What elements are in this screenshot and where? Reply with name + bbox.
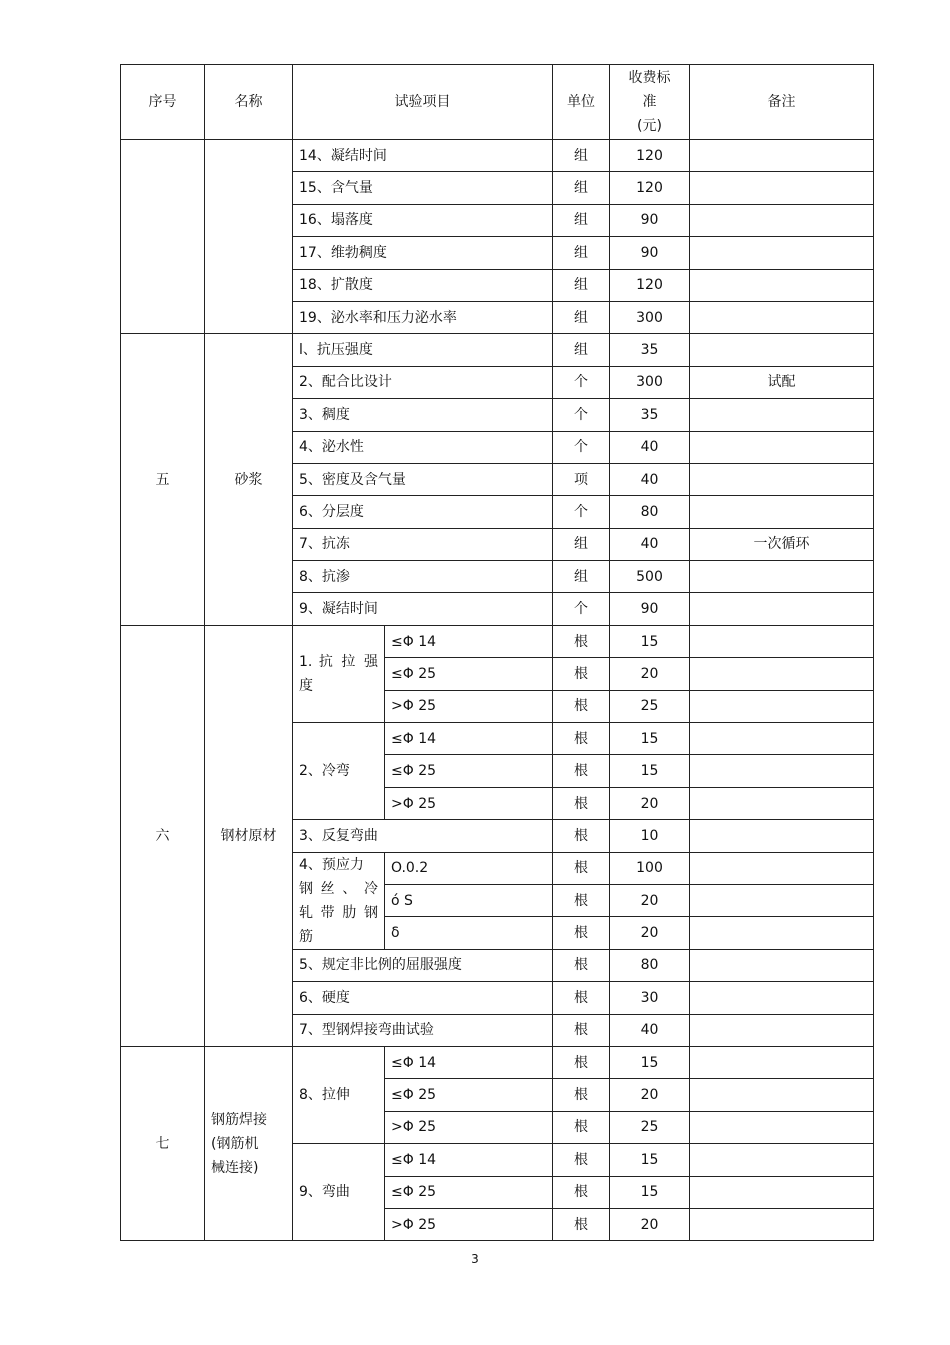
fee-cell: 20 bbox=[610, 884, 690, 916]
note-cell bbox=[690, 172, 874, 204]
header-fee bbox=[610, 65, 690, 140]
unit-cell: 组 bbox=[553, 269, 610, 301]
header-fee-line2: 准 bbox=[642, 94, 657, 110]
unit-cell: 根 bbox=[553, 1014, 610, 1046]
unit-cell: 根 bbox=[553, 884, 610, 916]
group7-name-cell bbox=[205, 1046, 293, 1240]
spec-cell: ≤Φ 14 bbox=[385, 625, 553, 657]
note-cell: 试配 bbox=[690, 366, 874, 398]
fee-cell: 15 bbox=[610, 1046, 690, 1078]
item-cell: 19、泌水率和压力泌水率 bbox=[293, 301, 553, 333]
fee-cell: 300 bbox=[610, 301, 690, 333]
fee-cell: 30 bbox=[610, 982, 690, 1014]
item-group-line: 轧 带 肋 钢 bbox=[299, 904, 378, 921]
header-note: 备注 bbox=[690, 65, 874, 140]
item-cell: 2、配合比设计 bbox=[293, 366, 553, 398]
unit-cell: 组 bbox=[553, 204, 610, 236]
unit-cell: 个 bbox=[553, 431, 610, 463]
item-cell: 7、型钢焊接弯曲试验 bbox=[293, 1014, 553, 1046]
note-cell bbox=[690, 463, 874, 495]
unit-cell: 根 bbox=[553, 917, 610, 949]
group7-name-line: (钢筋机 bbox=[211, 1135, 259, 1152]
fee-cell: 15 bbox=[610, 1144, 690, 1176]
fee-cell: 20 bbox=[610, 917, 690, 949]
fee-cell: 10 bbox=[610, 820, 690, 852]
note-cell bbox=[690, 852, 874, 884]
item-cell: 5、规定非比例的屈服强度 bbox=[293, 949, 553, 981]
fee-cell: 20 bbox=[610, 1208, 690, 1240]
fee-cell: 35 bbox=[610, 334, 690, 366]
unit-cell: 根 bbox=[553, 949, 610, 981]
fee-cell: 25 bbox=[610, 1111, 690, 1143]
fee-cell: 40 bbox=[610, 528, 690, 560]
fee-cell: 90 bbox=[610, 204, 690, 236]
note-cell bbox=[690, 593, 874, 625]
item-group-cell: 2、冷弯 bbox=[293, 723, 385, 820]
item-cell: l、抗压强度 bbox=[293, 334, 553, 366]
unit-cell: 组 bbox=[553, 528, 610, 560]
note-cell bbox=[690, 1079, 874, 1111]
fee-cell: 20 bbox=[610, 658, 690, 690]
group6-seq-cell: 六 bbox=[121, 625, 205, 1046]
group7-name-line: 钢筋焊接 bbox=[211, 1111, 267, 1128]
unit-cell: 根 bbox=[553, 1176, 610, 1208]
fee-cell: 100 bbox=[610, 852, 690, 884]
spec-cell: ≤Φ 14 bbox=[385, 1144, 553, 1176]
unit-cell: 根 bbox=[553, 1046, 610, 1078]
unit-cell: 根 bbox=[553, 658, 610, 690]
item-group-cell bbox=[293, 625, 385, 722]
unit-cell: 个 bbox=[553, 399, 610, 431]
fee-cell: 90 bbox=[610, 593, 690, 625]
item-group-line: 1. 抗 拉 强 bbox=[299, 653, 378, 670]
unit-cell: 根 bbox=[553, 723, 610, 755]
header-unit: 单位 bbox=[553, 65, 610, 140]
note-cell bbox=[690, 755, 874, 787]
note-cell bbox=[690, 658, 874, 690]
note-cell bbox=[690, 269, 874, 301]
group7-seq-cell: 七 bbox=[121, 1046, 205, 1240]
unit-cell: 根 bbox=[553, 982, 610, 1014]
group4-seq-cell bbox=[121, 140, 205, 334]
fee-cell: 15 bbox=[610, 723, 690, 755]
page-number: 3 bbox=[471, 1252, 479, 1266]
note-cell bbox=[690, 204, 874, 236]
fee-cell: 300 bbox=[610, 366, 690, 398]
unit-cell: 根 bbox=[553, 755, 610, 787]
unit-cell: 组 bbox=[553, 301, 610, 333]
note-cell bbox=[690, 399, 874, 431]
fee-cell: 20 bbox=[610, 787, 690, 819]
group7-name-line: 械连接) bbox=[211, 1159, 259, 1176]
fee-cell: 40 bbox=[610, 1014, 690, 1046]
item-cell: 3、稠度 bbox=[293, 399, 553, 431]
fee-cell: 15 bbox=[610, 755, 690, 787]
note-cell bbox=[690, 1014, 874, 1046]
item-group-line: 钢 丝 、 冷 bbox=[299, 880, 378, 897]
fee-cell: 25 bbox=[610, 690, 690, 722]
item-cell: 4、泌水性 bbox=[293, 431, 553, 463]
unit-cell: 根 bbox=[553, 820, 610, 852]
header-name: 名称 bbox=[205, 65, 293, 140]
spec-cell: ≤Φ 14 bbox=[385, 723, 553, 755]
note-cell bbox=[690, 1176, 874, 1208]
item-group-cell: 8、拉伸 bbox=[293, 1046, 385, 1143]
unit-cell: 组 bbox=[553, 237, 610, 269]
fee-cell: 15 bbox=[610, 1176, 690, 1208]
item-group-line: 筋 bbox=[299, 928, 313, 945]
unit-cell: 根 bbox=[553, 1144, 610, 1176]
unit-cell: 个 bbox=[553, 593, 610, 625]
note-cell bbox=[690, 431, 874, 463]
table-row bbox=[121, 1046, 874, 1078]
spec-cell: ó S bbox=[385, 884, 553, 916]
unit-cell: 组 bbox=[553, 334, 610, 366]
fee-cell: 40 bbox=[610, 463, 690, 495]
spec-cell: >Φ 25 bbox=[385, 690, 553, 722]
fee-cell: 120 bbox=[610, 140, 690, 172]
note-cell bbox=[690, 690, 874, 722]
item-cell: 8、抗渗 bbox=[293, 561, 553, 593]
item-cell: 3、反复弯曲 bbox=[293, 820, 553, 852]
unit-cell: 组 bbox=[553, 172, 610, 204]
unit-cell: 个 bbox=[553, 366, 610, 398]
note-cell bbox=[690, 496, 874, 528]
unit-cell: 组 bbox=[553, 561, 610, 593]
group5-name-cell: 砂浆 bbox=[205, 334, 293, 626]
spec-cell: ≤Φ 14 bbox=[385, 1046, 553, 1078]
unit-cell: 根 bbox=[553, 1208, 610, 1240]
fee-cell: 15 bbox=[610, 625, 690, 657]
group4-name-cell bbox=[205, 140, 293, 334]
fee-cell: 35 bbox=[610, 399, 690, 431]
item-cell: 18、扩散度 bbox=[293, 269, 553, 301]
item-group-cell: 9、弯曲 bbox=[293, 1144, 385, 1241]
note-cell bbox=[690, 787, 874, 819]
note-cell bbox=[690, 625, 874, 657]
unit-cell: 根 bbox=[553, 625, 610, 657]
item-cell: 17、维勃稠度 bbox=[293, 237, 553, 269]
fee-cell: 20 bbox=[610, 1079, 690, 1111]
item-group-cell bbox=[293, 852, 385, 949]
unit-cell: 项 bbox=[553, 463, 610, 495]
unit-cell: 根 bbox=[553, 690, 610, 722]
spec-cell: ≤Φ 25 bbox=[385, 658, 553, 690]
fee-cell: 120 bbox=[610, 172, 690, 204]
item-cell: 6、硬度 bbox=[293, 982, 553, 1014]
table-row bbox=[121, 625, 874, 657]
table-row bbox=[121, 140, 874, 172]
fee-cell: 80 bbox=[610, 496, 690, 528]
header-row bbox=[121, 65, 874, 140]
item-cell: 5、密度及含气量 bbox=[293, 463, 553, 495]
unit-cell: 个 bbox=[553, 496, 610, 528]
header-fee-line3: (元) bbox=[637, 118, 662, 134]
item-cell: 9、凝结时间 bbox=[293, 593, 553, 625]
spec-cell: ≤Φ 25 bbox=[385, 1079, 553, 1111]
note-cell bbox=[690, 820, 874, 852]
item-cell: 16、塌落度 bbox=[293, 204, 553, 236]
item-group-line: 4、预应力 bbox=[299, 856, 364, 873]
note-cell: 一次循环 bbox=[690, 528, 874, 560]
note-cell bbox=[690, 1111, 874, 1143]
note-cell bbox=[690, 1208, 874, 1240]
item-cell: 14、凝结时间 bbox=[293, 140, 553, 172]
spec-cell: O.0.2 bbox=[385, 852, 553, 884]
note-cell bbox=[690, 884, 874, 916]
fee-table bbox=[120, 64, 874, 1241]
note-cell bbox=[690, 949, 874, 981]
note-cell bbox=[690, 140, 874, 172]
header-seq: 序号 bbox=[121, 65, 205, 140]
item-group-line: 度 bbox=[299, 677, 313, 694]
spec-cell: >Φ 25 bbox=[385, 1111, 553, 1143]
item-cell: 15、含气量 bbox=[293, 172, 553, 204]
note-cell bbox=[690, 1144, 874, 1176]
spec-cell: δ bbox=[385, 917, 553, 949]
note-cell bbox=[690, 723, 874, 755]
fee-cell: 40 bbox=[610, 431, 690, 463]
note-cell bbox=[690, 561, 874, 593]
header-fee-line1: 收费标 bbox=[628, 70, 671, 86]
item-cell: 6、分层度 bbox=[293, 496, 553, 528]
note-cell bbox=[690, 301, 874, 333]
header-item: 试验项目 bbox=[293, 65, 553, 140]
spec-cell: ≤Φ 25 bbox=[385, 755, 553, 787]
fee-cell: 500 bbox=[610, 561, 690, 593]
group5-seq-cell: 五 bbox=[121, 334, 205, 626]
note-cell bbox=[690, 237, 874, 269]
unit-cell: 组 bbox=[553, 140, 610, 172]
unit-cell: 根 bbox=[553, 852, 610, 884]
spec-cell: >Φ 25 bbox=[385, 1208, 553, 1240]
unit-cell: 根 bbox=[553, 787, 610, 819]
note-cell bbox=[690, 917, 874, 949]
fee-cell: 90 bbox=[610, 237, 690, 269]
note-cell bbox=[690, 982, 874, 1014]
spec-cell: ≤Φ 25 bbox=[385, 1176, 553, 1208]
item-cell: 7、抗冻 bbox=[293, 528, 553, 560]
note-cell bbox=[690, 1046, 874, 1078]
fee-cell: 120 bbox=[610, 269, 690, 301]
unit-cell: 根 bbox=[553, 1111, 610, 1143]
group6-name-cell: 钢材原材 bbox=[205, 625, 293, 1046]
unit-cell: 根 bbox=[553, 1079, 610, 1111]
spec-cell: >Φ 25 bbox=[385, 787, 553, 819]
table-row bbox=[121, 334, 874, 366]
fee-cell: 80 bbox=[610, 949, 690, 981]
note-cell bbox=[690, 334, 874, 366]
